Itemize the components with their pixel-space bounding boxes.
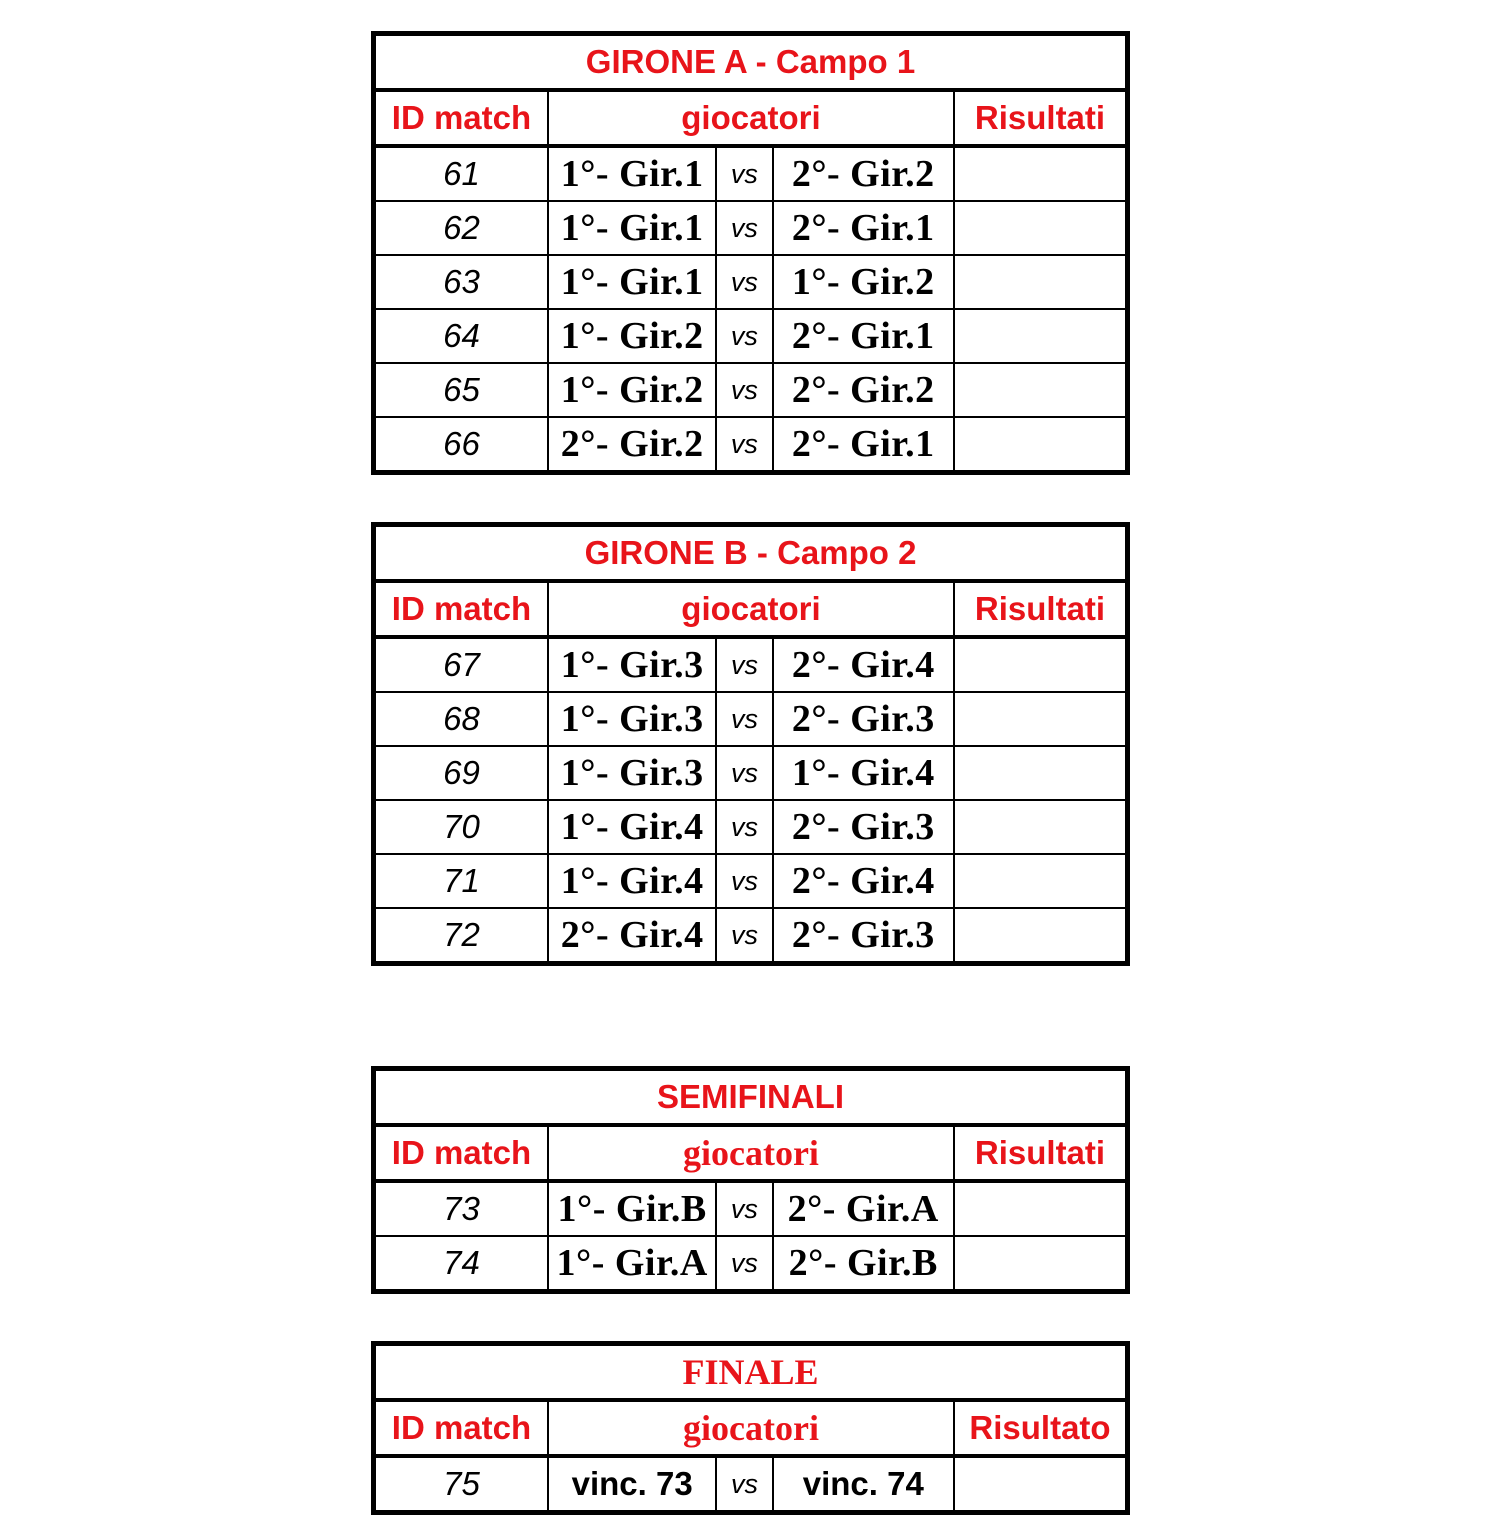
vs-label: vs (716, 417, 772, 473)
match-id: 61 (374, 146, 548, 201)
vs-label: vs (716, 146, 772, 201)
table-title: GIRONE A - Campo 1 (374, 34, 1128, 91)
header-risultati: Risultati (954, 1125, 1128, 1181)
table-row (374, 201, 1128, 255)
player-2: 2°- Gir.A (773, 1181, 954, 1236)
result-cell[interactable] (954, 1456, 1128, 1513)
table-title: FINALE (374, 1344, 1128, 1401)
table-row (374, 1456, 1128, 1513)
player-2: 1°- Gir.4 (773, 746, 954, 800)
match-id: 63 (374, 255, 548, 309)
vs-label: vs (716, 1236, 772, 1292)
header-giocatori: giocatori (548, 581, 954, 637)
player-2: 2°- Gir.4 (773, 854, 954, 908)
header-giocatori: giocatori (548, 1400, 954, 1456)
match-id: 65 (374, 363, 548, 417)
player-2: 2°- Gir.2 (773, 363, 954, 417)
player-1: 1°- Gir.4 (548, 800, 716, 854)
vs-label: vs (716, 255, 772, 309)
player-2: vinc. 74 (773, 1456, 954, 1513)
player-2: 2°- Gir.3 (773, 692, 954, 746)
player-1: 1°- Gir.1 (548, 255, 716, 309)
player-2: 2°- Gir.3 (773, 908, 954, 964)
player-1: 1°- Gir.3 (548, 692, 716, 746)
girone-b-table (371, 522, 1130, 966)
header-id-match: ID match (374, 581, 548, 637)
table-row (374, 800, 1128, 854)
match-id: 74 (374, 1236, 548, 1292)
table-title: GIRONE B - Campo 2 (374, 525, 1128, 582)
match-id: 68 (374, 692, 548, 746)
header-giocatori: giocatori (548, 90, 954, 146)
player-1: 1°- Gir.4 (548, 854, 716, 908)
player-2: 2°- Gir.1 (773, 309, 954, 363)
player-1: 1°- Gir.1 (548, 146, 716, 201)
vs-label: vs (716, 908, 772, 964)
table-row (374, 1236, 1128, 1292)
table-row (374, 637, 1128, 692)
header-id-match: ID match (374, 1400, 548, 1456)
result-cell[interactable] (954, 637, 1128, 692)
result-cell[interactable] (954, 417, 1128, 473)
player-2: 2°- Gir.3 (773, 800, 954, 854)
result-cell[interactable] (954, 309, 1128, 363)
result-cell[interactable] (954, 800, 1128, 854)
player-2: 2°- Gir.1 (773, 201, 954, 255)
player-2: 2°- Gir.B (773, 1236, 954, 1292)
match-id: 69 (374, 746, 548, 800)
player-2: 2°- Gir.1 (773, 417, 954, 473)
player-1: 1°- Gir.3 (548, 746, 716, 800)
vs-label: vs (716, 637, 772, 692)
header-giocatori: giocatori (548, 1125, 954, 1181)
result-cell[interactable] (954, 746, 1128, 800)
vs-label: vs (716, 854, 772, 908)
result-cell[interactable] (954, 255, 1128, 309)
vs-label: vs (716, 1181, 772, 1236)
vs-label: vs (716, 692, 772, 746)
table-title: SEMIFINALI (374, 1069, 1128, 1126)
result-cell[interactable] (954, 146, 1128, 201)
player-2: 2°- Gir.4 (773, 637, 954, 692)
vs-label: vs (716, 363, 772, 417)
player-1: 1°- Gir.B (548, 1181, 716, 1236)
table-row (374, 363, 1128, 417)
table-row (374, 1181, 1128, 1236)
vs-label: vs (716, 746, 772, 800)
result-cell[interactable] (954, 908, 1128, 964)
table-row (374, 309, 1128, 363)
result-cell[interactable] (954, 1181, 1128, 1236)
match-id: 70 (374, 800, 548, 854)
finale-table (371, 1341, 1130, 1515)
match-id: 64 (374, 309, 548, 363)
player-1: 1°- Gir.1 (548, 201, 716, 255)
result-cell[interactable] (954, 692, 1128, 746)
match-id: 66 (374, 417, 548, 473)
semifinali-table (371, 1066, 1130, 1294)
result-cell[interactable] (954, 854, 1128, 908)
table-row (374, 255, 1128, 309)
match-id: 71 (374, 854, 548, 908)
header-id-match: ID match (374, 1125, 548, 1181)
player-1: 1°- Gir.3 (548, 637, 716, 692)
player-1: 1°- Gir.2 (548, 309, 716, 363)
match-id: 73 (374, 1181, 548, 1236)
result-cell[interactable] (954, 201, 1128, 255)
vs-label: vs (716, 1456, 772, 1513)
table-row (374, 692, 1128, 746)
match-id: 62 (374, 201, 548, 255)
player-1: vinc. 73 (548, 1456, 716, 1513)
player-1: 1°- Gir.A (548, 1236, 716, 1292)
table-row (374, 146, 1128, 201)
player-2: 1°- Gir.2 (773, 255, 954, 309)
match-id: 75 (374, 1456, 548, 1513)
vs-label: vs (716, 309, 772, 363)
header-risultati: Risultati (954, 581, 1128, 637)
girone-a-table (371, 31, 1130, 475)
match-id: 67 (374, 637, 548, 692)
result-cell[interactable] (954, 363, 1128, 417)
table-row (374, 746, 1128, 800)
header-risultati: Risultati (954, 90, 1128, 146)
table-row (374, 417, 1128, 473)
table-row (374, 908, 1128, 964)
header-id-match: ID match (374, 90, 548, 146)
table-row (374, 854, 1128, 908)
vs-label: vs (716, 201, 772, 255)
player-2: 2°- Gir.2 (773, 146, 954, 201)
match-id: 72 (374, 908, 548, 964)
vs-label: vs (716, 800, 772, 854)
result-cell[interactable] (954, 1236, 1128, 1292)
player-1: 2°- Gir.2 (548, 417, 716, 473)
player-1: 2°- Gir.4 (548, 908, 716, 964)
player-1: 1°- Gir.2 (548, 363, 716, 417)
header-risultato: Risultato (954, 1400, 1128, 1456)
